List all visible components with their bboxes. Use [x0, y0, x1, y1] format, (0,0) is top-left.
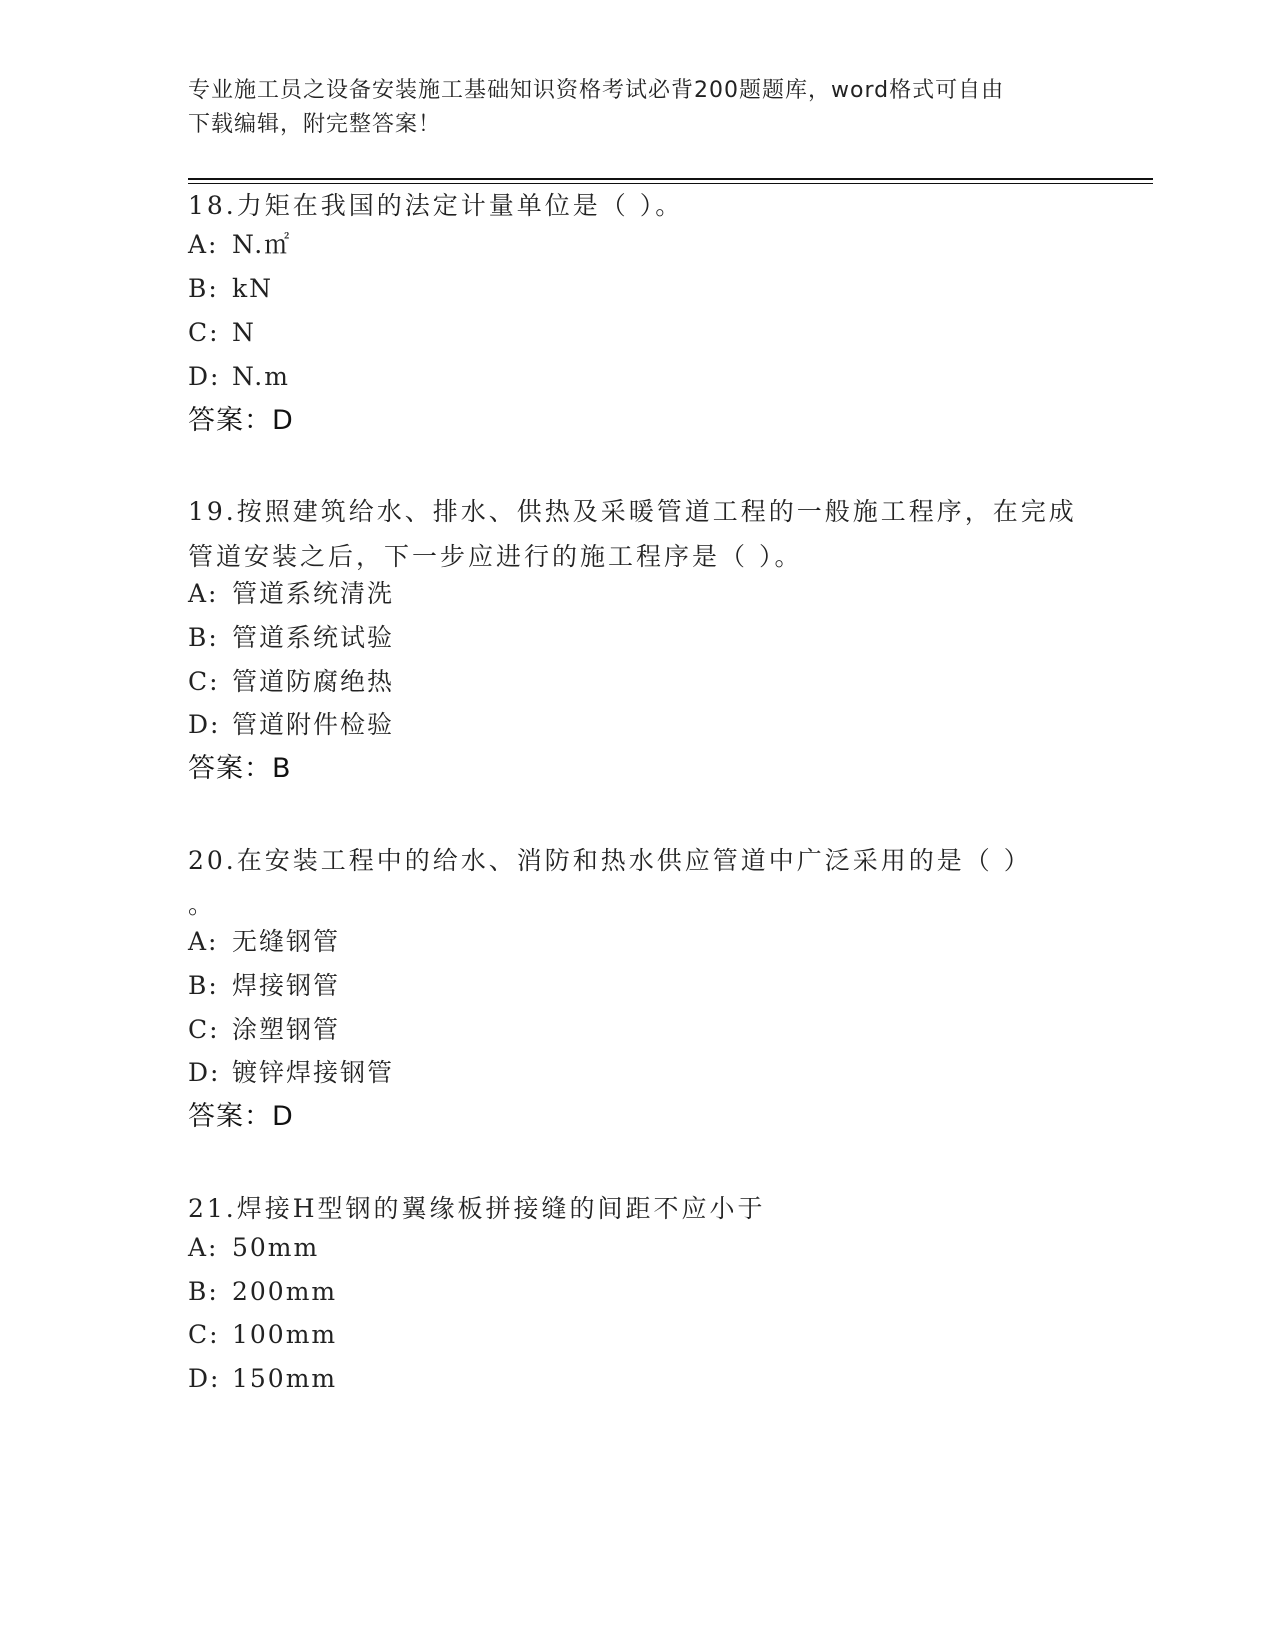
- question-18-option-b: [188, 273, 273, 305]
- question-18-answer: 答案：D: [188, 405, 294, 436]
- question-21-option-b: [188, 1276, 337, 1308]
- option-letter: C:: [188, 1015, 220, 1044]
- question-20-text: 20.在安装工程中的给水、消防和热水供应管道中广泛采用的是（ ）: [188, 846, 1032, 875]
- header-line-1: 专业施工员之设备安装施工基础知识资格考试必背200题题库，word格式可自由: [188, 78, 1005, 103]
- question-19-option-c: [188, 666, 394, 698]
- question-20-option-b: [188, 970, 340, 1002]
- option-text: kN: [232, 274, 274, 303]
- question-20-answer: 答案：D: [188, 1101, 294, 1132]
- option-letter: B:: [188, 274, 219, 303]
- option-letter: C:: [188, 667, 220, 696]
- question-20-option-d: [188, 1057, 394, 1089]
- option-text: N.㎡: [232, 230, 292, 259]
- question-18-option-d: [188, 361, 290, 393]
- question-19-text: 19.按照建筑给水、排水、供热及采暖管道工程的一般施工程序，在完成管道安装之后，下一步应进行的施工程序是（ ）。: [188, 497, 1077, 571]
- question-18-option-c: [188, 317, 256, 349]
- option-letter: A:: [188, 1233, 219, 1262]
- option-text: 管道防腐绝热: [232, 667, 395, 696]
- question-20-text-continued: 。: [188, 890, 217, 919]
- question-19-option-a: [188, 578, 394, 610]
- option-text: 管道系统试验: [232, 623, 395, 652]
- option-letter: B:: [188, 623, 219, 652]
- option-letter: A:: [188, 579, 219, 608]
- question-19-option-b: [188, 622, 394, 654]
- option-letter: C:: [188, 1320, 220, 1349]
- question-21-text: 21.焊接H型钢的翼缘板拼接缝的间距不应小于: [188, 1194, 766, 1223]
- document-header: [188, 74, 1068, 142]
- option-text: 管道附件检验: [232, 710, 395, 739]
- option-text: 管道系统清洗: [232, 579, 395, 608]
- question-21-option-d: [188, 1363, 337, 1395]
- option-letter: B:: [188, 971, 219, 1000]
- option-text: 焊接钢管: [232, 971, 341, 1000]
- option-text: N: [232, 318, 256, 347]
- option-letter: A:: [188, 230, 219, 259]
- option-text: 镀锌焊接钢管: [232, 1058, 395, 1087]
- question-21-option-a: [188, 1232, 319, 1264]
- question-20-option-c: [188, 1014, 340, 1046]
- option-letter: D:: [188, 1364, 221, 1393]
- option-letter: C:: [188, 318, 220, 347]
- question-18-text: 18.力矩在我国的法定计量单位是（ ）。: [188, 191, 684, 220]
- option-text: 涂塑钢管: [232, 1015, 341, 1044]
- option-letter: D:: [188, 362, 221, 391]
- option-text: 200mm: [232, 1277, 338, 1306]
- question-19-answer: 答案：B: [188, 753, 292, 784]
- option-text: 50mm: [232, 1233, 320, 1262]
- option-text: 100mm: [232, 1320, 338, 1349]
- option-text: 150mm: [232, 1364, 338, 1393]
- header-line-2: 下载编辑，附完整答案！: [188, 112, 442, 137]
- question-19-option-d: [188, 709, 394, 741]
- option-letter: A:: [188, 927, 219, 956]
- question-21-option-c: [188, 1319, 337, 1351]
- header-divider-thick: [188, 178, 1153, 180]
- option-text: N.m: [232, 362, 290, 391]
- option-letter: D:: [188, 1058, 221, 1087]
- option-letter: D:: [188, 710, 221, 739]
- option-letter: B:: [188, 1277, 219, 1306]
- question-18-option-a: [188, 229, 291, 261]
- question-20-option-a: [188, 926, 340, 958]
- option-text: 无缝钢管: [232, 927, 341, 956]
